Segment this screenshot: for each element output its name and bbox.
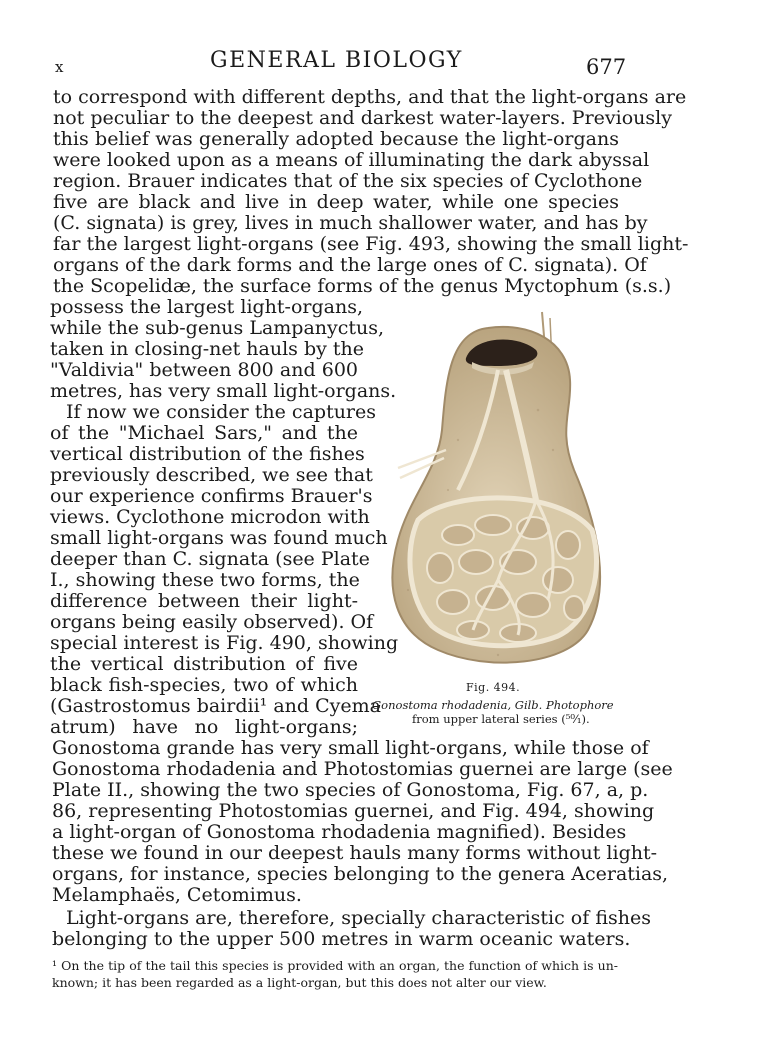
text-line: organs being easily observed). Of: [50, 611, 374, 633]
text-line: deeper than C. signata (see Plate: [50, 548, 370, 570]
text-line: (C. signata) is grey, lives in much shallower water, and has by: [53, 212, 648, 234]
text-line: I., showing these two forms, the: [50, 569, 360, 591]
text-line: Light-organs are, therefore, specially characteristic of fishes: [66, 907, 651, 929]
text-line: If now we consider the captures: [66, 401, 377, 423]
text-line: difference between their light-: [50, 590, 358, 612]
text-line: belonging to the upper 500 metres in warm oceanic waters.: [52, 928, 631, 950]
text-line: of the "Michael Sars," and the: [50, 422, 358, 444]
signature-mark: x: [55, 58, 64, 76]
text-line: black fish-species, two of which: [50, 674, 358, 696]
text-line: five are black and live in deep water, while one species: [53, 191, 619, 213]
text-line: the vertical distribution of five: [50, 653, 358, 675]
text-line: Gonostoma grande has very small light-organs, while those of: [52, 737, 649, 759]
text-line: (Gastrostomus bairdii¹ and Cyema: [50, 695, 381, 717]
text-line: this belief was generally adopted because the light-organs: [53, 128, 619, 150]
text-line: our experience confirms Brauer's: [50, 485, 373, 507]
text-line: possess the largest light-organs,: [50, 296, 364, 318]
footnote-line: known; it has been regarded as a light-organ, but this does not alter our view.: [52, 975, 547, 990]
text-line: far the largest light-organs (see Fig. 493, showing the small light-: [53, 233, 689, 255]
text-line: were looked upon as a means of illuminating the dark abyssal: [53, 149, 650, 171]
text-line: not peculiar to the deepest and darkest water-layers. Previously: [53, 107, 672, 129]
text-line: a light-organ of Gonostoma rhodadenia magnified). Besides: [52, 821, 627, 843]
text-line: organs, for instance, species belonging to the genera Aceratias,: [52, 863, 669, 885]
text-line: these we found in our deepest hauls many forms without light-: [52, 842, 658, 864]
text-line: to correspond with different depths, and that the light-organs are: [53, 86, 687, 108]
text-line: Gonostoma rhodadenia and Photostomias guernei are large (see: [52, 758, 673, 780]
text-line: taken in closing-net hauls by the: [50, 338, 365, 360]
footnote-line: ¹ On the tip of the tail this species is provided with an organ, the function of which is un-: [52, 958, 618, 973]
figure-caption-line: from upper lateral series (⁵⁰⁄₁).: [412, 712, 590, 726]
text-line: atrum) have no light-organs;: [50, 716, 358, 738]
text-line: special interest is Fig. 490, showing: [50, 632, 399, 654]
text-line: small light-organs was found much: [50, 527, 388, 549]
text-line: vertical distribution of the fishes: [50, 443, 365, 465]
text-line: region. Brauer indicates that of the six species of Cyclothone: [53, 170, 643, 192]
running-header-title: GENERAL BIOLOGY: [210, 48, 463, 73]
figure-caption-line: Gonostoma rhodadenia, Gilb. Photophore: [372, 698, 614, 712]
photophore-illustration: [378, 300, 618, 680]
text-line: the Scopelidæ, the surface forms of the genus Myctophum (s.s.): [53, 275, 672, 297]
text-line: organs of the dark forms and the large ones of C. signata). Of: [53, 254, 647, 276]
figure-label: Fig. 494.: [466, 681, 521, 694]
text-line: while the sub-genus Lampanyctus,: [50, 317, 385, 339]
text-line: Plate II., showing the two species of Gonostoma, Fig. 67, a, p.: [52, 779, 649, 801]
text-line: previously described, we see that: [50, 464, 373, 486]
text-line: 86, representing Photostomias guernei, and Fig. 494, showing: [52, 800, 655, 822]
text-line: Melamphaës, Cetomimus.: [52, 884, 302, 906]
text-line: views. Cyclothone microdon with: [50, 506, 370, 528]
page-number: 677: [586, 55, 627, 79]
text-line: metres, has very small light-organs.: [50, 380, 397, 402]
text-line: "Valdivia" between 800 and 600: [50, 359, 358, 381]
